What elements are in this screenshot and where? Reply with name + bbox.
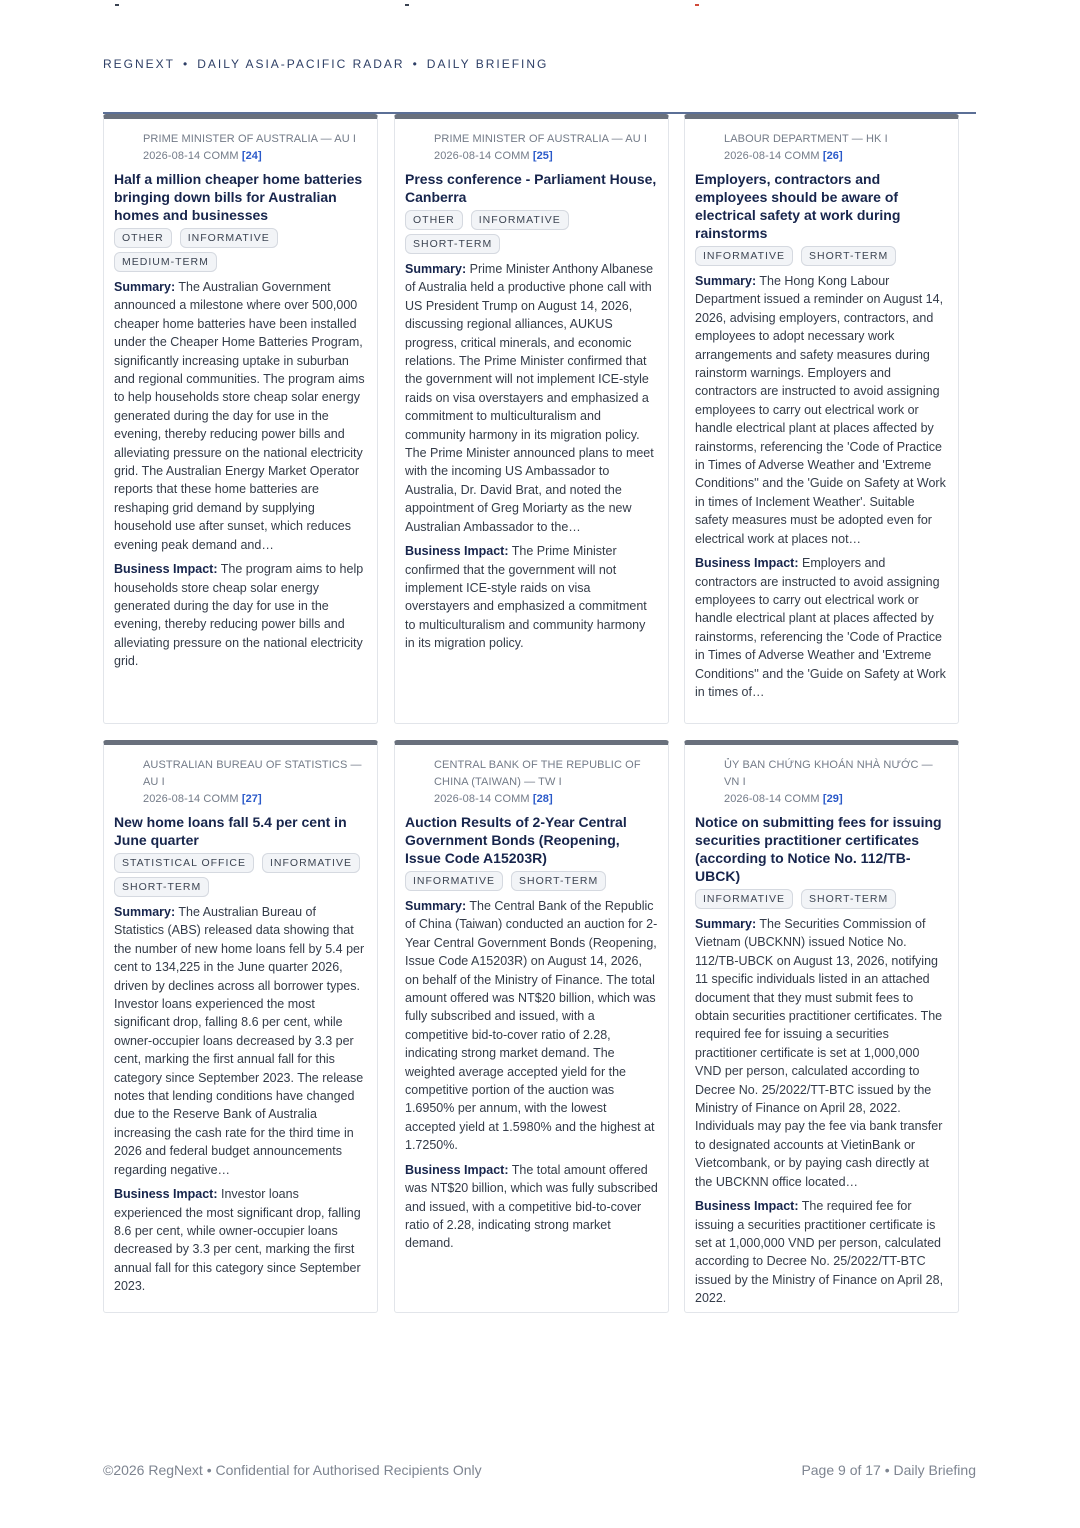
impact-text: The required fee for issuing a securities practitioner certificate is set at 1,000,000 VND per person, calculated according to Decree No. 25/2022/TT-BTC issued by the Ministry of Finance on April 28, 2022. bbox=[695, 1199, 944, 1306]
tag-badge: SHORT-TERM bbox=[511, 871, 606, 891]
card-date: 2026-08-14 COMM bbox=[143, 150, 239, 162]
tag-list bbox=[405, 871, 658, 891]
summary-text: The Australian Bureau of Statistics (ABS) released data showing that the number of new home loans fell by 5.4 per cent to 134,225 in the June quarter 2026, driven by declines across all borrower types. Investor loans experienced the most significant drop, falling 8.6 per cent, while owner-occupier loans decreased by 3.3 per cent, marking the first annual fall for this category since September 2023. The release notes that lending conditions have changed due to the Reserve Bank of Australia increasing the cash rate for the third time in 2026 and federal budget announcements regarding negative… bbox=[114, 905, 365, 1177]
summary-label: Summary: bbox=[405, 262, 467, 276]
impact-label: Business Impact: bbox=[114, 1187, 218, 1202]
card-date: 2026-08-14 COMM bbox=[434, 793, 530, 805]
tag-badge: SHORT-TERM bbox=[801, 246, 896, 266]
summary bbox=[114, 278, 367, 554]
card-title: Employers, contractors and employees should be aware of electrical safety at work during rainstorms bbox=[695, 171, 901, 241]
card-date: 2026-08-14 COMM bbox=[143, 793, 239, 805]
impact-text: The total amount offered was NT$20 billion, which was fully subscribed and issued, with a competitive bid-to-cover ratio of 2.28, indicating strong market demand. bbox=[405, 1162, 658, 1251]
summary-text: Prime Minister Anthony Albanese of Australia held a productive phone call with US President Trump on August 14, 2026, discussing regional alliances, AUKUS progress, critical minerals, and economic relations. The Prime Minister confirmed that the government will not implement ICE-style raids on visa overstayers and emphasized a commitment to multiculturalism and community harmony in its migration policy. The Prime Minister announced plans to meet with the incoming US Ambassador to Australia, Dr. David Brat, and noted the appointment of Greg Moriarty as the new Australian Ambassador to the… bbox=[405, 262, 654, 534]
impact-text: Investor loans experienced the most significant drop, falling 8.6 per cent, while owner-occupier loans decreased by 3.3 per cent, marking the first annual fall for this category since September 2023. bbox=[114, 1187, 361, 1294]
card-title: Press conference - Parliament House, Canberra bbox=[405, 171, 657, 205]
tag-badge: INFORMATIVE bbox=[262, 853, 360, 873]
tag-badge: INFORMATIVE bbox=[471, 210, 569, 230]
summary-text: The Australian Government announced a milestone where over 500,000 cheaper home batteries have been installed under the Cheaper Home Batteries Program, significantly increasing uptake in suburban and regional communities. The program aims to help households store cheap solar energy generated during the day for use in the evening, thereby reducing power bills and alleviating pressure on the national electricity grid. The Australian Energy Market Operator reports that these home batteries are reshaping grid demand by supplying household use after sunset, which reduces evening peak demand and… bbox=[114, 280, 365, 552]
card-meta bbox=[114, 131, 367, 165]
citation-ref[interactable]: [26] bbox=[822, 150, 843, 162]
tag-list bbox=[114, 228, 367, 272]
citation-ref[interactable]: [24] bbox=[241, 150, 262, 162]
summary-label: Summary: bbox=[114, 280, 176, 294]
tag-badge: MEDIUM-TERM bbox=[114, 252, 217, 272]
tag-badge: SHORT-TERM bbox=[801, 889, 896, 909]
card-source: ỦY BAN CHỨNG KHOÁN NHÀ NƯỚC — VN I bbox=[724, 759, 933, 788]
citation-ref[interactable]: [28] bbox=[532, 793, 553, 805]
card-source: PRIME MINISTER OF AUSTRALIA — AU I bbox=[434, 133, 648, 145]
news-card bbox=[394, 740, 669, 1313]
section-name: DAILY ASIA-PACIFIC RADAR bbox=[197, 57, 405, 71]
business-impact bbox=[114, 560, 367, 670]
tag-list bbox=[405, 210, 658, 254]
tag-badge: SHORT-TERM bbox=[405, 234, 500, 254]
news-card bbox=[103, 740, 378, 1313]
citation-ref[interactable]: [29] bbox=[822, 793, 843, 805]
news-card bbox=[684, 114, 959, 724]
page-mark bbox=[405, 4, 409, 6]
business-impact bbox=[114, 1185, 367, 1295]
impact-label: Business Impact: bbox=[114, 562, 218, 577]
summary-text: The Securities Commission of Vietnam (UBCKNN) issued Notice No. 112/TB-UBCK on August 13, 2026, notifying 11 specific individuals listed in an attached document that they must submit fees to obtain securities practitioner certificates. The required fee for issuing a securities practitioner certificate is set at 1,000,000 VND per person, calculated according to Decree No. 25/2022/TT-BTC issued by the Ministry of Finance on April 28, 2022. Individuals may pay the fee via bank transfer to designated accounts at VietinBank or Vietcombank, or by paying cash directly at the UBCKNN office located… bbox=[695, 917, 943, 1189]
impact-label: Business Impact: bbox=[695, 1199, 799, 1214]
business-impact bbox=[405, 542, 658, 652]
impact-text: Employers and contractors are instructed to avoid assigning employees to carry out electrical work or handle electrical plant at places affected by rainstorms, referencing the 'Code of Practice in Times of Adverse Weather and 'Extreme Conditions'' and the 'Guide on Safety at Work in times of… bbox=[695, 556, 946, 699]
card-date: 2026-08-14 COMM bbox=[724, 150, 820, 162]
impact-label: Business Impact: bbox=[405, 544, 509, 559]
footer-copyright: ©2026 RegNext • Confidential for Authorised Recipients Only bbox=[103, 1462, 482, 1478]
citation-ref[interactable]: [25] bbox=[532, 150, 553, 162]
tag-list bbox=[695, 246, 948, 266]
page-mark bbox=[695, 4, 699, 6]
summary-label: Summary: bbox=[405, 899, 467, 913]
business-impact bbox=[695, 1197, 948, 1307]
card-source: LABOUR DEPARTMENT — HK I bbox=[724, 133, 888, 145]
separator: • bbox=[183, 57, 190, 71]
card-date: 2026-08-14 COMM bbox=[434, 150, 530, 162]
tag-badge: INFORMATIVE bbox=[180, 228, 278, 248]
tag-badge: INFORMATIVE bbox=[695, 246, 793, 266]
tag-badge: OTHER bbox=[114, 228, 172, 248]
card-date: 2026-08-14 COMM bbox=[724, 793, 820, 805]
card-meta bbox=[405, 131, 658, 165]
news-card bbox=[394, 114, 669, 724]
impact-text: The Prime Minister confirmed that the government will not implement ICE-style raids on visa overstayers and emphasized a commitment to multiculturalism and community harmony in its migration policy. bbox=[405, 544, 647, 651]
impact-label: Business Impact: bbox=[405, 1162, 509, 1177]
tag-badge: INFORMATIVE bbox=[695, 889, 793, 909]
card-meta bbox=[405, 757, 658, 808]
card-title: Half a million cheaper home batteries bringing down bills for Australian homes and businesses bbox=[114, 171, 363, 223]
summary bbox=[114, 903, 367, 1179]
card-title: New home loans fall 5.4 per cent in June quarter bbox=[114, 814, 347, 848]
document-type: DAILY BRIEFING bbox=[426, 57, 549, 71]
card-meta bbox=[114, 757, 367, 808]
summary-label: Summary: bbox=[695, 917, 757, 931]
impact-label: Business Impact: bbox=[695, 556, 799, 571]
business-impact bbox=[695, 554, 948, 701]
summary bbox=[405, 260, 658, 536]
footer-page-number: Page 9 of 17 • Daily Briefing bbox=[801, 1462, 976, 1478]
tag-badge: OTHER bbox=[405, 210, 463, 230]
summary-text: The Central Bank of the Republic of China (Taiwan) conducted an auction for 2-Year Central Government Bonds (Reopening, Issue Code A15203R) on August 14, 2026, on behalf of the Ministry of Finance. The total amount offered was NT$20 billion, which was fully subscribed and issued, with a competitive bid-to-cover ratio of 2.28, indicating strong market demand. The weighted average accepted yield for the competitive portion of the auction was 1.6950% per annum, with the lowest accepted yield at 1.5980% and the highest at 1.7250%. bbox=[405, 899, 658, 1153]
running-header bbox=[103, 57, 548, 71]
tag-badge: STATISTICAL OFFICE bbox=[114, 853, 254, 873]
card-meta bbox=[695, 757, 948, 808]
card-source: CENTRAL BANK OF THE REPUBLIC OF CHINA (TAIWAN) — TW I bbox=[434, 759, 641, 788]
separator: • bbox=[412, 57, 419, 71]
summary bbox=[695, 915, 948, 1191]
news-card bbox=[103, 114, 378, 724]
brand-name: REGNEXT bbox=[103, 57, 176, 71]
business-impact bbox=[405, 1161, 658, 1253]
summary bbox=[695, 272, 948, 548]
summary bbox=[405, 897, 658, 1155]
tag-badge: INFORMATIVE bbox=[405, 871, 503, 891]
tag-badge: SHORT-TERM bbox=[114, 877, 209, 897]
card-meta bbox=[695, 131, 948, 165]
tag-list bbox=[695, 889, 948, 909]
tag-list bbox=[114, 853, 367, 897]
card-source: AUSTRALIAN BUREAU OF STATISTICS — AU I bbox=[143, 759, 362, 788]
news-card bbox=[684, 740, 959, 1313]
summary-text: The Hong Kong Labour Department issued a reminder on August 14, 2026, advising employers, contractors, and employees to adopt necessary work arrangements and safety measures during rainstorm warnings. Employers and contractors are instructed to avoid assigning employees to carry out electrical work or handle electrical plant at places affected by rainstorms, referencing the 'Code of Practice in Times of Adverse Weather and 'Extreme Conditions'' and the 'Guide on Safety at Work in times of Inclement Weather'. Suitable safety measures must be adopted even for electrical work at places not… bbox=[695, 274, 946, 546]
impact-text: The program aims to help households store cheap solar energy generated during the day for use in the evening, thereby reducing power bills and alleviating pressure on the national electricity grid. bbox=[114, 562, 364, 669]
card-title: Auction Results of 2-Year Central Government Bonds (Reopening, Issue Code A15203R) bbox=[405, 814, 627, 866]
card-title: Notice on submitting fees for issuing securities practitioner certificates (according to Notice No. 112/TB-UBCK) bbox=[695, 814, 942, 884]
citation-ref[interactable]: [27] bbox=[241, 793, 262, 805]
page-mark bbox=[115, 4, 119, 6]
card-source: PRIME MINISTER OF AUSTRALIA — AU I bbox=[143, 133, 357, 145]
summary-label: Summary: bbox=[114, 905, 176, 919]
summary-label: Summary: bbox=[695, 274, 757, 288]
